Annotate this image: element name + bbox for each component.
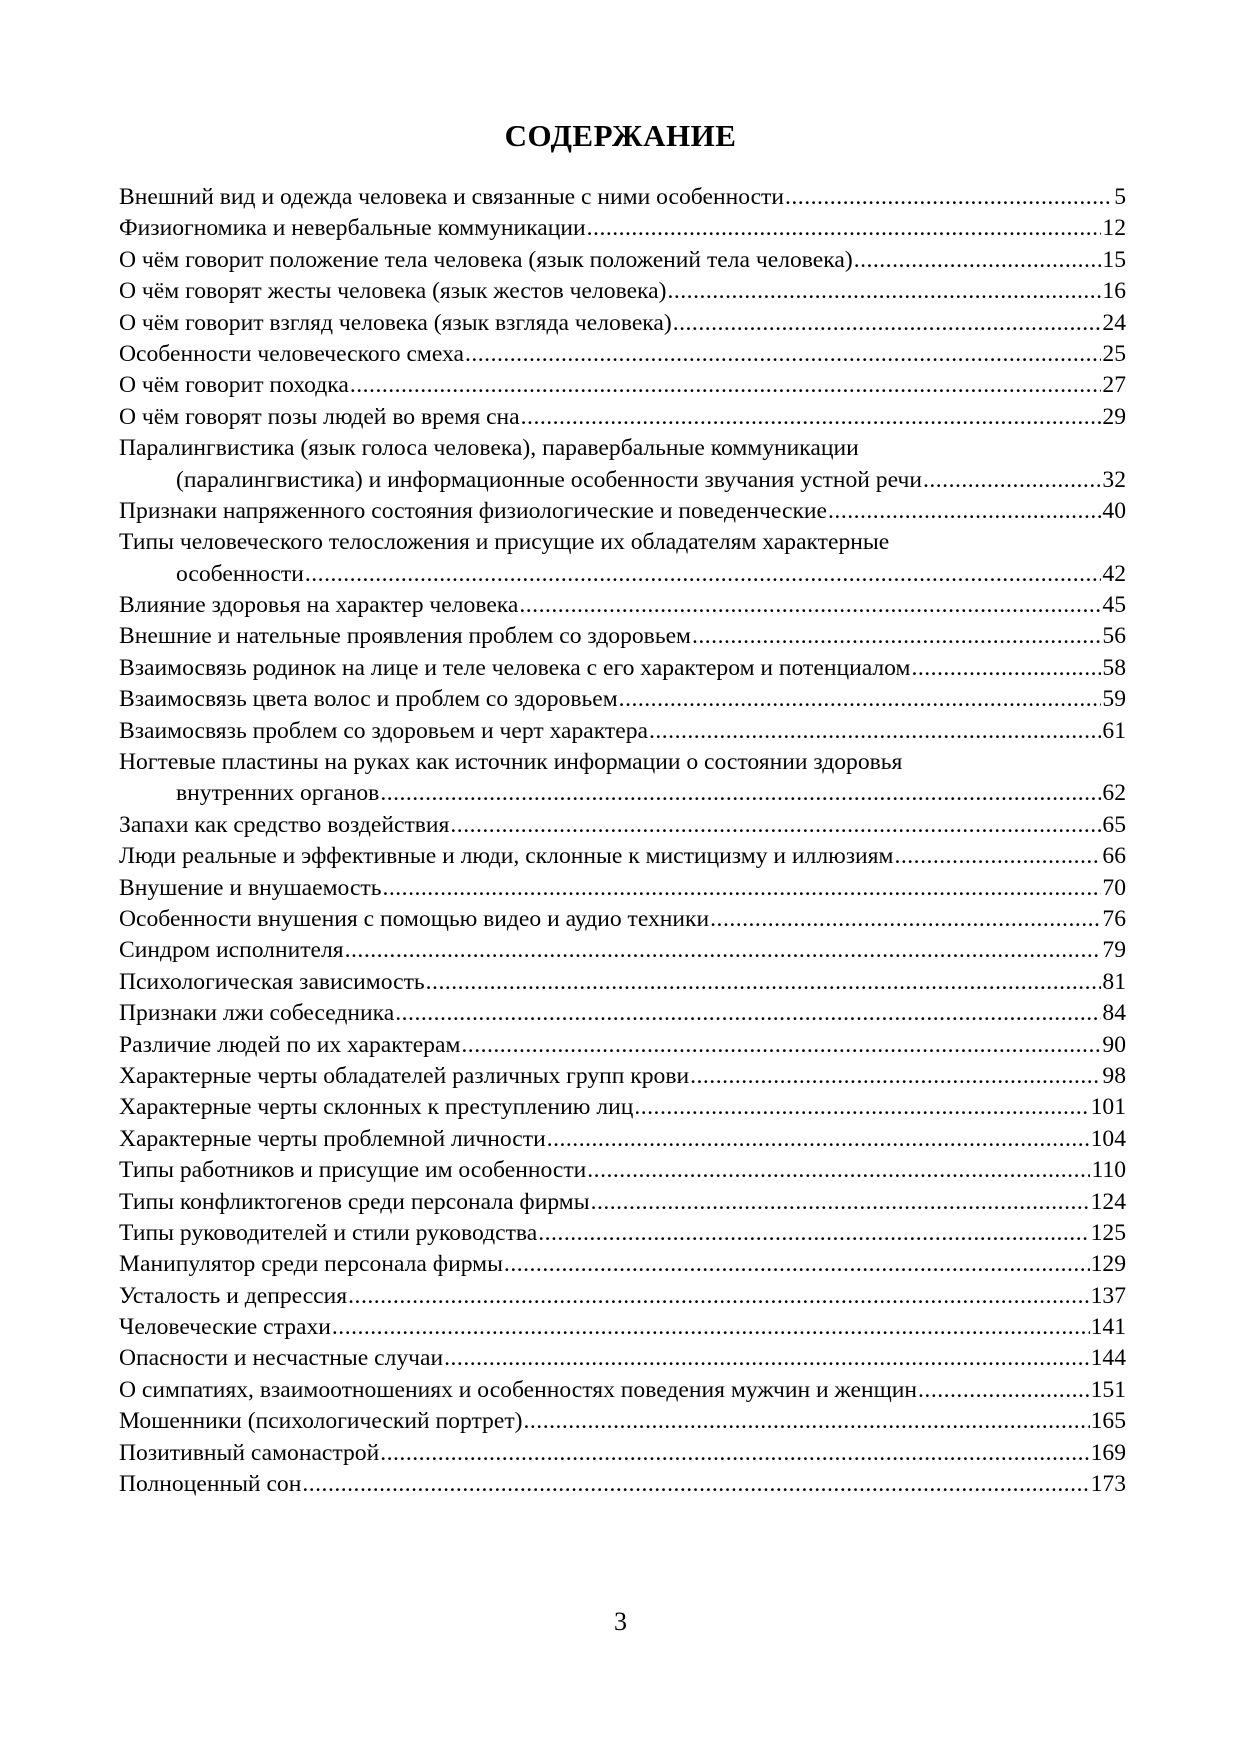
toc-entry[interactable] [119, 967, 1126, 998]
toc-entry-row [119, 1092, 1126, 1123]
toc-entry[interactable] [119, 653, 1126, 684]
dot-leader [345, 935, 1102, 966]
dot-leader [673, 308, 1102, 339]
toc-entry-row [119, 1155, 1126, 1186]
toc-entry-page-number: 169 [1090, 1439, 1126, 1466]
dot-leader [854, 245, 1102, 276]
toc-entry-row [119, 1187, 1126, 1218]
toc-entry[interactable] [119, 716, 1126, 747]
toc-entry[interactable] [119, 1312, 1126, 1343]
dot-leader [828, 496, 1101, 527]
toc-entry-title: Особенности внушения с помощью видео и аудио техники [119, 905, 710, 932]
toc-entry-page-number: 58 [1102, 654, 1126, 681]
toc-entry[interactable] [119, 1061, 1126, 1092]
toc-entry-title: Манипулятор среди персонала фирмы [119, 1251, 503, 1278]
toc-entry[interactable] [119, 527, 1126, 590]
dot-leader [380, 778, 1101, 809]
toc-entry[interactable] [119, 1124, 1126, 1155]
toc-entry-title: Взаимосвязь родинок на лице и теле человека с его характером и потенциалом [119, 654, 911, 681]
toc-entry-title: Усталость и депрессия [119, 1282, 348, 1309]
toc-entry-row [119, 935, 1126, 966]
dot-leader [450, 810, 1101, 841]
dot-leader [524, 1406, 1090, 1437]
toc-entry[interactable] [119, 245, 1126, 276]
toc-entry-title: Характерные черты проблемной личности [119, 1125, 546, 1152]
toc-entry[interactable] [119, 1218, 1126, 1249]
toc-entry-page-number: 84 [1102, 1000, 1126, 1027]
toc-entry-page-number: 45 [1102, 592, 1126, 619]
page-title: СОДЕРЖАНИЕ [504, 118, 737, 153]
toc-entry-row [119, 1061, 1126, 1092]
toc-entry[interactable] [119, 276, 1126, 307]
dot-leader [302, 1469, 1089, 1500]
toc-entry-title: Взаимосвязь проблем со здоровьем и черт характера [119, 717, 648, 744]
toc-entry-page-number: 27 [1102, 372, 1126, 399]
toc-entry-row [119, 1249, 1126, 1280]
toc-entry-row [119, 716, 1126, 747]
toc-entry[interactable] [119, 402, 1126, 433]
toc-entry-page-number: 16 [1102, 278, 1126, 305]
toc-entry-page-number: 24 [1102, 309, 1126, 336]
toc-entry-row [119, 1312, 1126, 1343]
toc-entry[interactable] [119, 935, 1126, 966]
toc-entry-page-number: 66 [1102, 843, 1126, 870]
toc-entry-page-number: 141 [1090, 1314, 1126, 1341]
toc-entry-title: (паралингвистика) и информационные особенности звучания устной речи [176, 466, 922, 493]
dot-leader [348, 1281, 1089, 1312]
toc-entry-row [119, 1438, 1126, 1469]
toc-entry-title: Психологическая зависимость [119, 968, 425, 995]
toc-entry-page-number: 125 [1090, 1219, 1126, 1246]
dot-leader [785, 182, 1113, 213]
toc-entry-row [119, 496, 1126, 527]
toc-entry-row [119, 778, 1126, 809]
toc-entry-row [119, 590, 1126, 621]
toc-entry-title: Позитивный самонастрой [119, 1439, 380, 1466]
toc-entry-row [119, 213, 1126, 244]
toc-entry-title: О чём говорят жесты человека (язык жестов человека) [119, 278, 667, 305]
toc-entry-title: Типы руководителей и стили руководства [119, 1219, 538, 1246]
toc-entry-page-number: 79 [1102, 937, 1126, 964]
toc-entry-row [119, 308, 1126, 339]
toc-entry-page-number: 101 [1090, 1094, 1126, 1121]
dot-leader [382, 873, 1101, 904]
toc-entry-title: Человеческие страхи [119, 1314, 331, 1341]
toc-entry-title-line1: Типы человеческого телосложения и присущие их обладателям характерные [119, 529, 890, 556]
toc-entry[interactable] [119, 1281, 1126, 1312]
toc-entry-page-number: 15 [1102, 246, 1126, 273]
dot-leader [911, 653, 1101, 684]
dot-leader [591, 1187, 1090, 1218]
toc-entry-title: Различие людей по их характерам [119, 1031, 461, 1058]
toc-entry-row [119, 1343, 1126, 1374]
toc-entry[interactable] [119, 1155, 1126, 1186]
toc-entry-title: особенности [176, 560, 304, 587]
toc-entry-page-number: 90 [1102, 1031, 1126, 1058]
toc-entry-title: Люди реальные и эффективные и люди, склонные к мистицизму и иллюзиям [119, 843, 894, 870]
dot-leader [444, 1343, 1089, 1374]
toc-entry[interactable] [119, 684, 1126, 715]
toc-entry-page-number: 124 [1090, 1188, 1126, 1215]
dot-leader [395, 998, 1101, 1029]
toc-entry-page-number: 32 [1102, 466, 1126, 493]
toc-entry[interactable] [119, 1375, 1126, 1406]
toc-entry-row [119, 276, 1126, 307]
toc-entry-row [119, 904, 1126, 935]
dot-leader [538, 1218, 1089, 1249]
toc-entry-page-number: 29 [1102, 403, 1126, 430]
dot-leader [332, 1312, 1090, 1343]
toc-entry[interactable] [119, 621, 1126, 652]
dot-leader [894, 841, 1101, 872]
table-of-contents [119, 182, 1126, 1500]
toc-entry-row [119, 245, 1126, 276]
toc-entry[interactable] [119, 433, 1126, 496]
toc-entry-page-number: 42 [1102, 560, 1126, 587]
toc-entry-row [119, 684, 1126, 715]
toc-entry-page-number: 76 [1102, 905, 1126, 932]
dot-leader [667, 276, 1101, 307]
toc-entry-title: Особенности человеческого смеха [119, 340, 464, 367]
dot-leader [923, 465, 1101, 496]
toc-entry-row [119, 1406, 1126, 1437]
toc-entry-page-number: 81 [1102, 968, 1126, 995]
toc-entry[interactable] [119, 904, 1126, 935]
toc-entry-title: О чём говорит походка [119, 372, 349, 399]
dot-leader [710, 904, 1101, 935]
toc-entry-row [119, 1281, 1126, 1312]
toc-entry[interactable] [119, 1249, 1126, 1280]
toc-entry[interactable] [119, 873, 1126, 904]
toc-entry[interactable] [119, 1438, 1126, 1469]
toc-entry-row [119, 1124, 1126, 1155]
toc-entry-page-number: 5 [1114, 184, 1126, 210]
toc-entry-title: внутренних органов [176, 780, 380, 807]
toc-entry[interactable] [119, 747, 1126, 810]
toc-entry-title: Внешний вид и одежда человека и связанные с ними особенности [119, 184, 784, 210]
toc-entry-page-number: 165 [1090, 1408, 1126, 1435]
toc-entry[interactable] [119, 810, 1126, 841]
toc-entry-title: Полноценный сон [119, 1471, 302, 1498]
toc-entry-title: О чём говорит взгляд человека (язык взгляда человека) [119, 309, 672, 336]
toc-entry[interactable] [119, 213, 1126, 244]
toc-entry[interactable] [119, 182, 1126, 213]
toc-entry-page-number: 25 [1102, 340, 1126, 367]
dot-leader [504, 1249, 1090, 1280]
toc-entry-page-number: 65 [1102, 811, 1126, 838]
dot-leader [690, 1061, 1101, 1092]
toc-entry-title: Мошенники (психологический портрет) [119, 1408, 523, 1435]
toc-entry-title: Характерные черты обладателей различных групп крови [119, 1062, 690, 1089]
dot-leader [519, 590, 1101, 621]
dot-leader [587, 213, 1102, 244]
dot-leader [521, 402, 1102, 433]
toc-entry-page-number: 110 [1091, 1157, 1126, 1184]
toc-entry[interactable] [119, 1406, 1126, 1437]
dot-leader [918, 1375, 1090, 1406]
toc-entry-page-number: 144 [1090, 1345, 1126, 1372]
toc-entry-page-number: 62 [1102, 780, 1126, 807]
toc-entry[interactable] [119, 1187, 1126, 1218]
toc-entry-title-line1: Ногтевые пластины на руках как источник информации о состоянии здоровья [119, 749, 903, 776]
toc-entry-row [119, 621, 1126, 652]
toc-entry-page-number: 173 [1090, 1471, 1126, 1498]
toc-entry-row [119, 1469, 1126, 1500]
toc-entry-title: Синдром исполнителя [119, 937, 344, 964]
toc-entry-row [119, 370, 1126, 401]
toc-entry[interactable] [119, 1343, 1126, 1374]
toc-entry-row [119, 402, 1126, 433]
toc-entry-title: Физиогномика и невербальные коммуникации [119, 215, 586, 242]
dot-leader [587, 1155, 1090, 1186]
dot-leader [461, 1030, 1101, 1061]
toc-entry-title: Типы конфликтогенов среди персонала фирмы [119, 1188, 590, 1215]
toc-entry-title: Влияние здоровья на характер человека [119, 592, 519, 619]
toc-entry-row [119, 182, 1126, 213]
toc-entry-row [119, 810, 1126, 841]
toc-entry-row [119, 873, 1126, 904]
page-number: 3 [614, 1607, 627, 1636]
toc-entry-title: Внушение и внушаемость [119, 874, 382, 901]
dot-leader [619, 684, 1102, 715]
dot-leader [547, 1124, 1090, 1155]
toc-entry[interactable] [119, 308, 1126, 339]
toc-entry[interactable] [119, 841, 1126, 872]
toc-entry-page-number: 137 [1090, 1282, 1126, 1309]
dot-leader [350, 370, 1102, 401]
toc-entry-title: О чём говорит положение тела человека (язык положений тела человека) [119, 246, 853, 273]
toc-entry-title: О симпатиях, взаимоотношениях и особенностях поведения мужчин и женщин [119, 1376, 918, 1403]
toc-entry-row [119, 465, 1126, 496]
toc-entry-title-line1: Паралингвистика (язык голоса человека), паравербальные коммуникации [119, 435, 859, 462]
toc-entry[interactable] [119, 998, 1126, 1029]
toc-entry-page-number: 40 [1102, 497, 1126, 524]
toc-entry[interactable] [119, 496, 1126, 527]
toc-entry[interactable] [119, 1030, 1126, 1061]
toc-entry[interactable] [119, 590, 1126, 621]
toc-entry-page-number: 104 [1090, 1125, 1126, 1152]
toc-entry-page-number: 151 [1090, 1376, 1126, 1403]
toc-entry[interactable] [119, 1469, 1126, 1500]
toc-entry-row [119, 841, 1126, 872]
toc-entry-page-number: 70 [1102, 874, 1126, 901]
toc-entry-title: О чём говорят позы людей во время сна [119, 403, 520, 430]
toc-entry[interactable] [119, 1092, 1126, 1123]
toc-entry-title: Внешние и нательные проявления проблем со здоровьем [119, 623, 691, 650]
toc-entry-title: Запахи как средство воздействия [119, 811, 450, 838]
toc-entry-row [119, 1030, 1126, 1061]
toc-entry-row [119, 1218, 1126, 1249]
dot-leader [380, 1438, 1089, 1469]
toc-entry-title: Типы работников и присущие им особенности [119, 1157, 587, 1184]
toc-entry-page-number: 12 [1102, 215, 1126, 242]
toc-entry-page-number: 129 [1090, 1251, 1126, 1278]
dot-leader [649, 716, 1101, 747]
toc-entry-row [119, 339, 1126, 370]
toc-entry[interactable] [119, 339, 1126, 370]
toc-entry-title: Признаки напряженного состояния физиологические и поведенческие [119, 497, 828, 524]
toc-entry-page-number: 59 [1102, 686, 1126, 713]
dot-leader [426, 967, 1102, 998]
toc-entry-page-number: 61 [1102, 717, 1126, 744]
toc-entry-title: Опасности и несчастные случаи [119, 1345, 444, 1372]
dot-leader [692, 621, 1101, 652]
dot-leader [305, 559, 1102, 590]
dot-leader [634, 1092, 1089, 1123]
toc-entry-row [119, 559, 1126, 590]
toc-entry-title: Признаки лжи собеседника [119, 1000, 395, 1027]
toc-entry-row [119, 967, 1126, 998]
toc-entry-page-number: 98 [1102, 1062, 1126, 1089]
toc-entry-title: Характерные черты склонных к преступлению лиц [119, 1094, 634, 1121]
toc-entry-title: Взаимосвязь цвета волос и проблем со здоровьем [119, 686, 618, 713]
toc-entry-row [119, 653, 1126, 684]
toc-entry-row [119, 1375, 1126, 1406]
toc-entry[interactable] [119, 370, 1126, 401]
toc-entry-page-number: 56 [1102, 623, 1126, 650]
toc-entry-row [119, 998, 1126, 1029]
dot-leader [465, 339, 1101, 370]
